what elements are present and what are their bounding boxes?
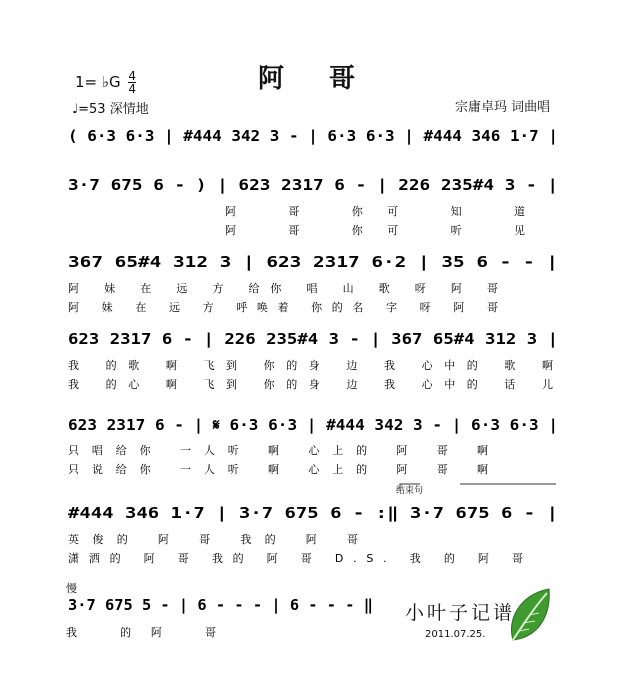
lyric-row-4a: 我 的歌 啊 飞到 你的身 边 我 心中的 歌 啊: [68, 359, 553, 372]
notes-row-2: 3·7 675 6 - ) | 623 2317 6 - | 226 235#4 3 - |: [68, 176, 484, 194]
notes-row-7: 3·7 675 5 - | 6 - - - | 6 - - - ‖: [68, 596, 367, 614]
time-numerator: 4: [128, 69, 137, 83]
transcription-date: 2011.07.25.: [425, 629, 486, 640]
ending-bracket: [400, 484, 556, 491]
lyric-row-5a: 只唱给你 一人听 啊 心上的 阿 哥 啊: [68, 444, 489, 457]
tempo-slow-marking: 慢: [66, 582, 77, 595]
time-denominator: 4: [128, 82, 137, 96]
notes-row-3: 367 65#4 312 3 | 623 2317 6·2 | 35 6 - - |: [68, 253, 448, 271]
song-title: 阿 哥: [257, 64, 374, 94]
tempo-marking: ♩=53 深情地: [72, 102, 149, 117]
key-label: 1= ♭G: [75, 73, 121, 91]
lyric-row-2a: 阿 哥 你可 知 道: [225, 205, 525, 218]
lyric-row-3a: 阿 妹 在 远 方 给你 唱 山 歌 呀 阿 哥: [68, 282, 499, 295]
transcriber-signature: 小叶子记谱: [405, 602, 516, 624]
notes-row-1: ( 6·3 6·3 | #444 342 3 - | 6·3 6·3 | #444 346 1·7 |: [68, 127, 529, 145]
lyric-row-6a: 英俊的 阿 哥 我的 阿 哥: [68, 533, 359, 546]
ending-label: 结束句: [396, 486, 424, 496]
lyric-row-4b: 我 的心 啊 飞到 你的身 边 我 心中的 话 儿: [68, 378, 553, 391]
notes-row-6: #444 346 1·7 | 3·7 675 6 - :‖ 3·7 675 6 - |: [68, 504, 457, 522]
lyric-row-5b: 只说给你 一人听 啊 心上的 阿 哥 啊: [68, 463, 489, 476]
composer-credit: 宗庸卓玛 词曲唱: [455, 100, 551, 115]
notes-row-5: 623 2317 6 - | 𝄋 6·3 6·3 | #444 342 3 - | 6·3 6·3 |: [68, 416, 526, 434]
lyric-row-7: 我 的阿 哥: [66, 626, 216, 639]
lyric-row-2b: 阿 哥 你可 听 见: [225, 224, 525, 237]
lyric-row-3b: 阿 妹 在 远 方 呼唤着 你的名 字 呀 阿 哥: [68, 301, 498, 314]
lyric-row-6b: 潇洒的 阿 哥 我的 阿 哥 D.S. 我 的 阿 哥: [68, 552, 523, 565]
notes-row-4: 623 2317 6 - | 226 235#4 3 - | 367 65#4 312 3 |: [68, 330, 493, 348]
leaf-icon: [505, 585, 555, 645]
